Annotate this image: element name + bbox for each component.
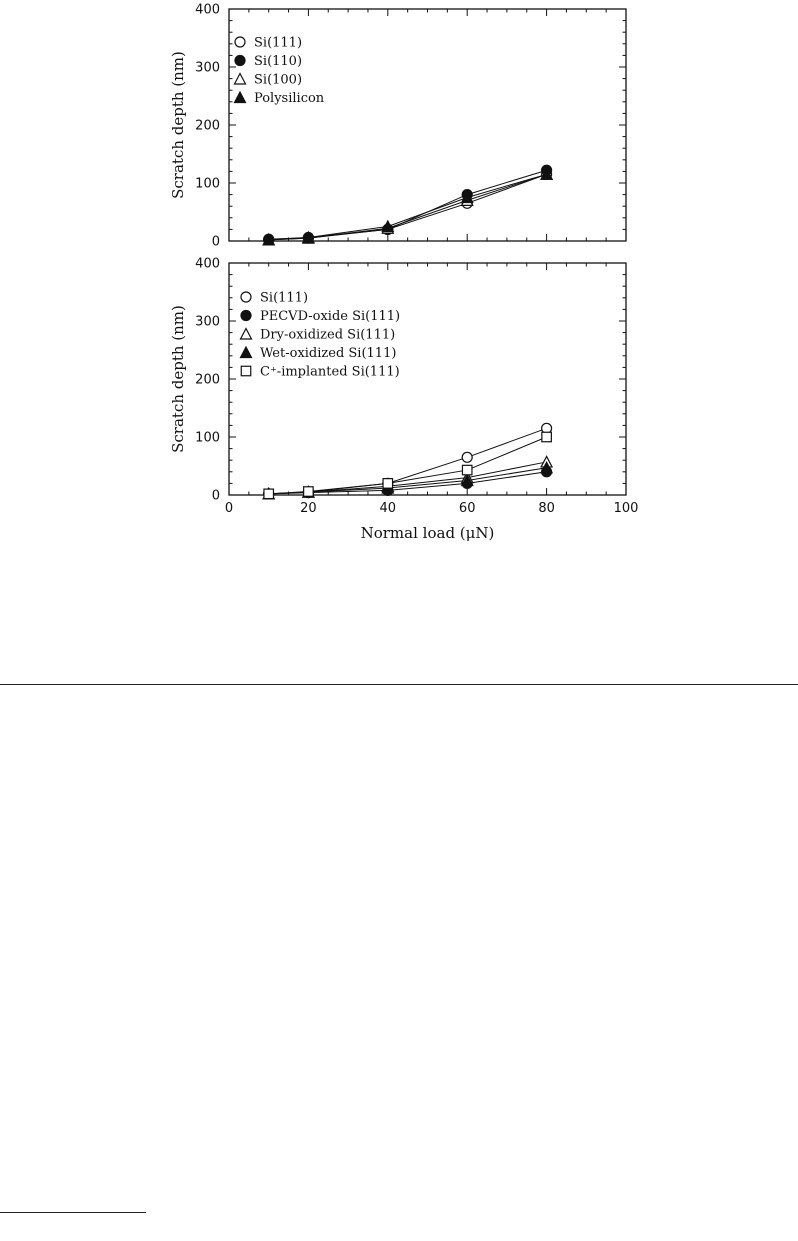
scratch-depth-figure [0, 0, 798, 560]
panel-2-xtick-label: 60 [458, 501, 476, 516]
panel-2-series-5-point [383, 479, 393, 489]
panel-1-series-line-3 [269, 174, 547, 240]
panel-1-ytick-label: 300 [195, 60, 220, 76]
panel-2-series-line-5 [269, 437, 547, 494]
panel-1-legend-marker-3 [235, 74, 246, 85]
panel-1-ytick-label: 0 [211, 234, 220, 250]
panel-2-series-5-point [264, 489, 274, 499]
panel-1-series-line-1 [269, 174, 547, 240]
panel-2-legend-label-1: Si(111) [260, 290, 309, 306]
panel-2-series-5-point [462, 465, 472, 475]
panel-1-ytick-label: 200 [195, 118, 220, 134]
panel-2-y-axis-title: Scratch depth (nm) [169, 305, 187, 453]
panel-1-legend-label-1: Si(111) [254, 35, 303, 51]
panel-2-legend-marker-5 [241, 366, 251, 376]
panel-2-legend-label-3: Dry-oxidized Si(111) [260, 327, 396, 343]
panel-2-ytick-label: 300 [195, 314, 220, 330]
panel-2-series-5-point [542, 432, 552, 442]
panel-1-legend-marker-2 [235, 56, 245, 66]
panel-2-xtick-label: 20 [300, 501, 317, 516]
panel-2-ytick-label: 200 [195, 372, 220, 388]
panel-2-legend-label-4: Wet-oxidized Si(111) [260, 346, 397, 361]
panel-2-legend-label-2: PECVD-oxide Si(111) [260, 309, 401, 324]
panel-1-series-line-2 [269, 170, 547, 239]
panel-2-series-5-point [304, 487, 314, 497]
panel-2-ytick-label: 100 [195, 430, 220, 446]
panel-2-legend-marker-3 [241, 329, 252, 340]
panel-1-ytick-label: 400 [195, 2, 220, 18]
panel-2-x-axis-title: Normal load (μN) [360, 524, 495, 542]
panel-1-ytick-label: 100 [195, 176, 220, 192]
panel-1-legend-label-3: Si(100) [254, 72, 303, 88]
panel-2-legend-marker-2 [241, 311, 251, 321]
footnote-rule [0, 1212, 146, 1213]
panel-1-y-axis-title: Scratch depth (nm) [169, 51, 187, 199]
panel-2-legend-marker-1 [241, 292, 251, 302]
panel-2-ytick-label: 400 [195, 256, 220, 272]
panel-2-legend-marker-4 [241, 347, 252, 358]
page-divider-rule [0, 684, 798, 685]
panel-2-series-1-point [462, 452, 472, 462]
panel-1-legend-marker-1 [235, 37, 245, 47]
panel-2-xtick-label: 40 [379, 501, 397, 516]
panel-1-series-line-4 [269, 174, 547, 240]
panel-2-ytick-label: 0 [211, 488, 220, 504]
panel-1-legend-label-4: Polysilicon [254, 91, 325, 106]
panel-1-legend-marker-4 [235, 92, 246, 103]
panel-2-xtick-label: 100 [613, 501, 639, 516]
panel-2-legend-label-5: C⁺-implanted Si(111) [260, 364, 400, 380]
panel-2-xtick-label: 0 [224, 501, 234, 516]
panel-1-legend-label-2: Si(110) [254, 54, 303, 69]
panel-2-xtick-label: 80 [538, 501, 555, 516]
